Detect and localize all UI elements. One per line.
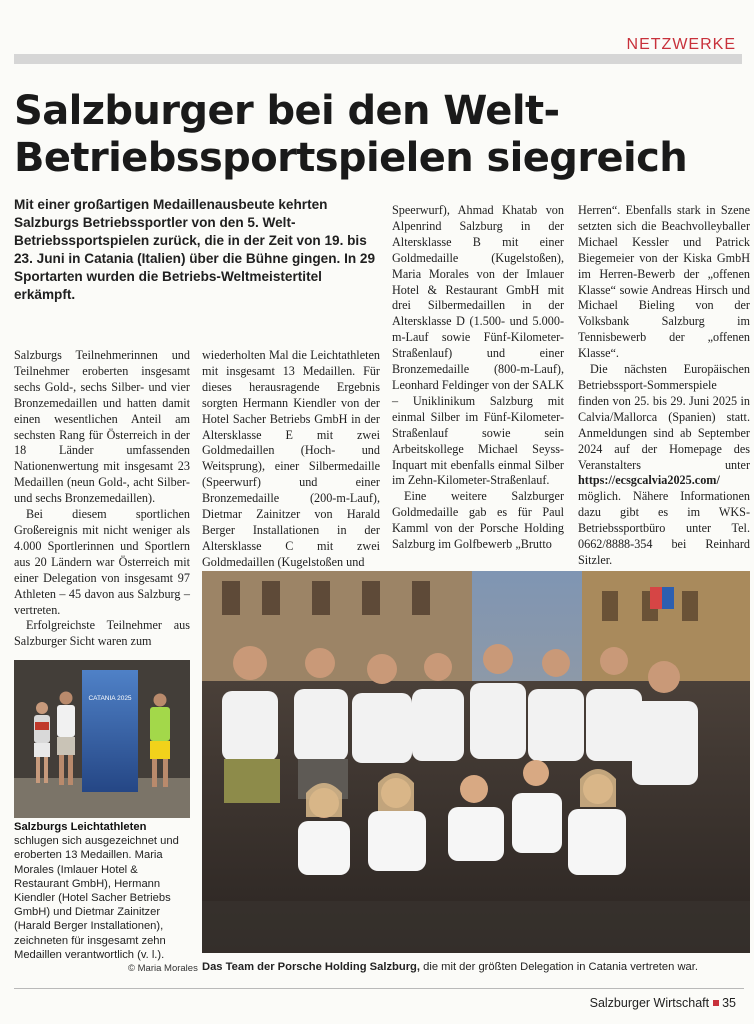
text-column-4 <box>578 203 750 569</box>
section-label: NETZWERKE <box>626 36 736 53</box>
caption-lead: Das Team der Porsche Holding Salzburg, <box>202 961 420 973</box>
lead-paragraph: Mit einer großartigen Medaillenausbeute kehrten Salzburgs Betriebssportler von den 5. Welt-Betriebssportspielen zurück, die in der Zeit von 19. bis 23. Juni in Catania (Italien) über die Bühne gingen. In 29 Sportarten wurden die Betriebs-Weltmeistertitel erkämpft. <box>14 197 376 302</box>
banner-text: CATANIA 2025 <box>88 695 132 702</box>
athletes-photo-caption <box>14 820 190 962</box>
page-number: 35 <box>722 996 736 1010</box>
paragraph-text: Die nächsten Europäischen Betriebssport-Sommerspiele finden von 25. bis 29. Juni 2025 in Calvia/Mallorca (Spanien) statt. Anmeldungen sind ab September 2024 auf der Homepage des Veranstalters unter <box>578 362 750 472</box>
publication-name: Salzburger Wirtschaft <box>589 996 710 1010</box>
website-link[interactable]: https://ecsgcalvia2025.com/ <box>578 473 720 488</box>
caption-text: schlugen sich ausgezeichnet und eroberten 13 Medaillen. Maria Morales (Imlauer Hotel & Restaurant GmbH), Hermann Kiendler (Hotel Sacher Betriebs GmbH) und Dietmar Zainitzer (Harald Berger Installationen), zeichneten für insgesamt zehn Medaillen verantwortlich (v. l.). <box>14 835 179 961</box>
paragraph-text: möglich. Nähere Informationen dazu gibt es im WKS-Betriebssportbüro unter Tel. 0662/8888-354 bei Reinhard Sitzler. <box>578 489 750 567</box>
paragraph: Salzburgs Teilnehmerinnen und Teilnehmer eroberten insgesamt sechs Gold-, sechs Silber- und vier Bronzemedaillen und hatten damit einen wesentlichen Anteil am sechsten Rang für Österreich in der 18 Länder umfassenden Nationenwertung mit insgesamt 23 Medaillen (neun Gold-, acht Silber- und sechs Bronzemedaillen). <box>14 348 190 506</box>
paragraph <box>578 362 750 569</box>
paragraph: Speerwurf), Ahmad Khatab von Alpenrind Salzburg in der Altersklasse B mit einer Goldmedaille (Kugelstoßen), Maria Morales von der Imlauer Hotel & Restaurant GmbH mit drei Silbermedaillen in der Altersklasse D (1.500- und 5.000-m-Lauf sowie Fünf-Kilometer-Straßenlauf) und einer Bronzemedaille (800-m-Lauf), Leonhard Feldinger von der SALK – Uniklinikum Salzburg mit einmal Silber im Fünf-Kilometer-Straßenlauf sowie sein Arbeitskollege Michael Seyss-Inquart mit ebenfalls einmal Silber im Zehn-Kilometer-Straßenlauf. <box>392 203 564 488</box>
paragraph: Herren“. Ebenfalls stark in Szene setzten sich die Beachvolleyballer Michael Kessler und Patrick Biegemeier von der Kiska GmbH im Herren-Bewerb der „offenen Klasse“ sowie Andreas Hirsch und Michael Bieling von der Volksbank Salzburg im Tennisbewerb der „offenen Klasse“. <box>578 203 750 361</box>
caption-lead: Salzburgs Leichtathleten <box>14 821 147 833</box>
top-rule <box>14 54 742 64</box>
team-photo-caption <box>202 960 750 974</box>
paragraph: wiederholten Mal die Leichtathleten mit insgesamt 13 Medaillen. Für dieses herausragende Ergebnis sorgten Hermann Kiendler von der Hotel Sacher Betriebs GmbH in der Altersklasse E mit zwei Goldmedaillen (Hoch- und Weitsprung), einer Silbermedaille (Speerwurf) und einer Bronzemedaille (200-m-Lauf), Dietmar Zainitzer von Harald Berger Installationen in der Altersklasse C mit zwei Goldmedaillen (Kugelstoßen und <box>202 348 380 569</box>
team-photo <box>202 571 750 953</box>
bullet-square-icon <box>713 1000 719 1006</box>
paragraph: Bei diesem sportlichen Großereignis mit nicht weniger als 4.000 Sportlerinnen und Sportlern aus 20 Ländern war Österreich mit einer Delegation von insgesamt 97 Athleten – 45 davon aus Salzburg – vertreten. <box>14 507 190 617</box>
paragraph: Eine weitere Salzburger Goldmedaille gab es für Paul Kamml von der Porsche Holding Salzburg im Golfbewerb „Brutto <box>392 489 564 552</box>
headline: Salzburger bei den Welt-Betriebssportspielen siegreich <box>14 88 688 181</box>
footer-rule <box>14 988 744 989</box>
paragraph: Erfolgreichste Teilnehmer aus Salzburger Sicht waren zum <box>14 618 190 649</box>
text-column-2 <box>202 348 380 571</box>
athletes-photo <box>14 660 190 818</box>
text-column-3 <box>392 203 564 553</box>
caption-text: die mit der größten Delegation in Catania vertreten war. <box>420 961 698 973</box>
photo-credit: © Maria Morales <box>128 963 198 974</box>
footer <box>590 996 736 1010</box>
text-column-1 <box>14 348 190 650</box>
